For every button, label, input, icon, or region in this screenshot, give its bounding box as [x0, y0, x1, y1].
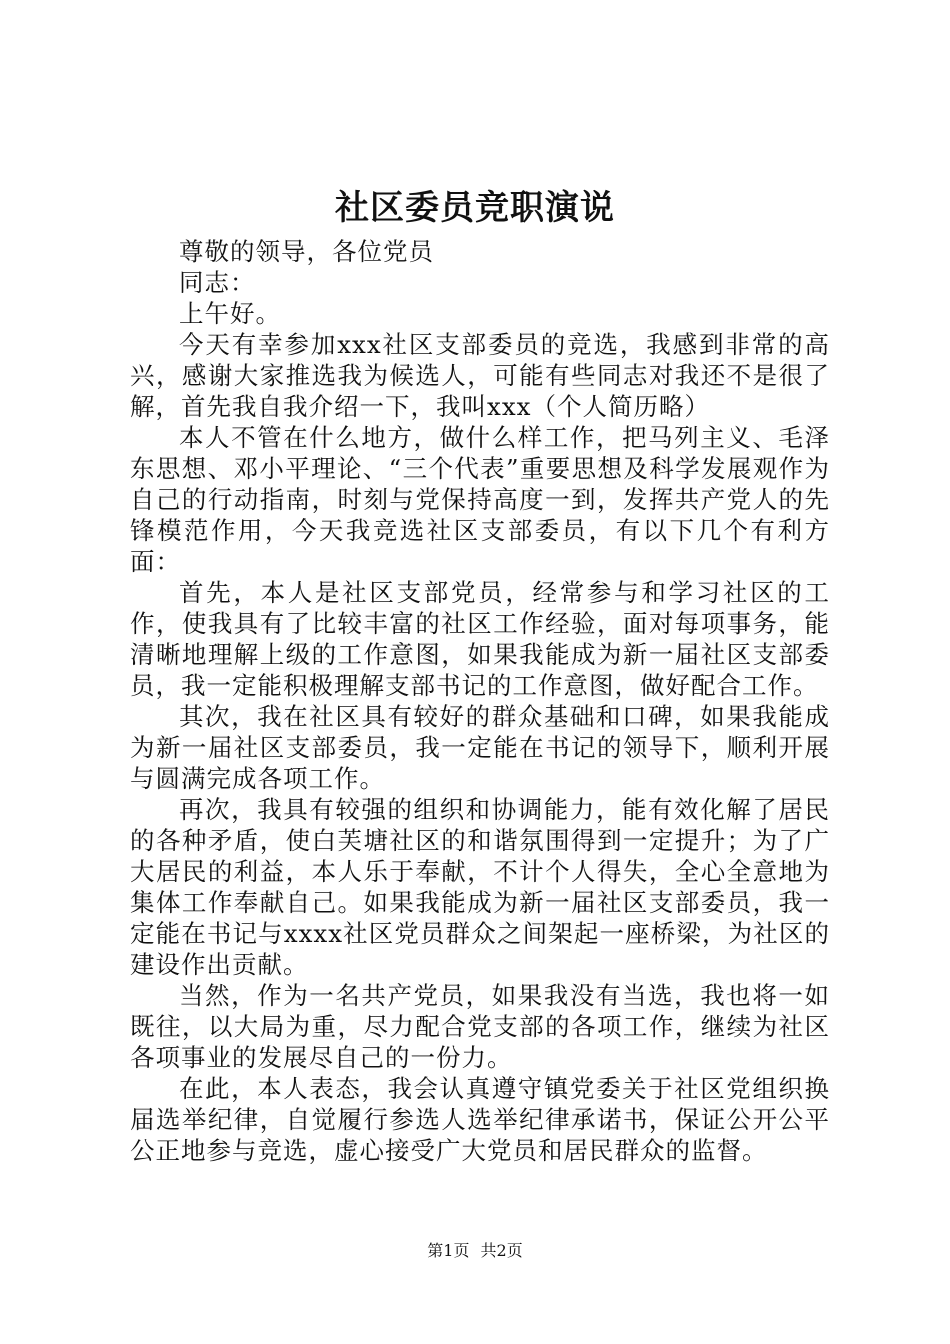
- paragraph-intro: 今天有幸参加xxx社区支部委员的竞选，我感到非常的高兴，感谢大家推选我为候选人，可能有些同志对我还不是很了解，首先我自我介绍一下，我叫xxx（个人简历略）: [130, 330, 830, 421]
- salutation-line: 尊敬的领导，各位党员: [179, 237, 434, 266]
- paragraph-second: 其次，我在社区具有较好的群众基础和口碑，如果我能成为新一届社区支部委员，我一定能在书记的领导下，顺利开展与圆满完成各项工作。: [130, 702, 830, 793]
- page-footer: [0, 1240, 950, 1262]
- salutation-continued: 同志：: [179, 268, 256, 297]
- document-body: [130, 236, 830, 1166]
- paragraph-third: 再次，我具有较强的组织和协调能力，能有效化解了居民的各种矛盾，使白芙塘社区的和谐氛围得到一定提升；为了广大居民的利益，本人乐于奉献，不计个人得失，全心全意地为集体工作奉献自己。如果我能成为新一届社区支部委员，我一定能在书记与xxxx社区党员群众之间架起一座桥梁，为社区的建设作出贡献。: [130, 795, 830, 979]
- paragraph-pledge: 在此，本人表态，我会认真遵守镇党委关于社区党组织换届选举纪律，自觉履行参选人选举纪律承诺书，保证公开公平公正地参与竞选，虚心接受广大党员和居民群众的监督。: [130, 1074, 830, 1165]
- paragraph-principles: 本人不管在什么地方，做什么样工作，把马列主义、毛泽东思想、邓小平理论、“三个代表”重要思想及科学发展观作为自己的行动指南，时刻与党保持高度一到，发挥共产党人的先锋模范作用，今天我竞选社区支部委员，有以下几个有利方面：: [130, 423, 830, 576]
- page-total: 共2页: [480, 1241, 523, 1260]
- page-number: 第1页: [427, 1241, 470, 1260]
- paragraph-otherwise: 当然，作为一名共产党员，如果我没有当选，我也将一如既往，以大局为重，尽力配合党支部的各项工作，继续为社区各项事业的发展尽自己的一份力。: [130, 981, 830, 1072]
- paragraph-first: 首先，本人是社区支部党员，经常参与和学习社区的工作，使我具有了比较丰富的社区工作经验，面对每项事务，能清晰地理解上级的工作意图，如果我能成为新一届社区支部委员，我一定能积极理解支部书记的工作意图，做好配合工作。: [130, 578, 830, 700]
- document-title: 社区委员竞职演说: [335, 188, 615, 228]
- greeting: 上午好。: [179, 299, 281, 328]
